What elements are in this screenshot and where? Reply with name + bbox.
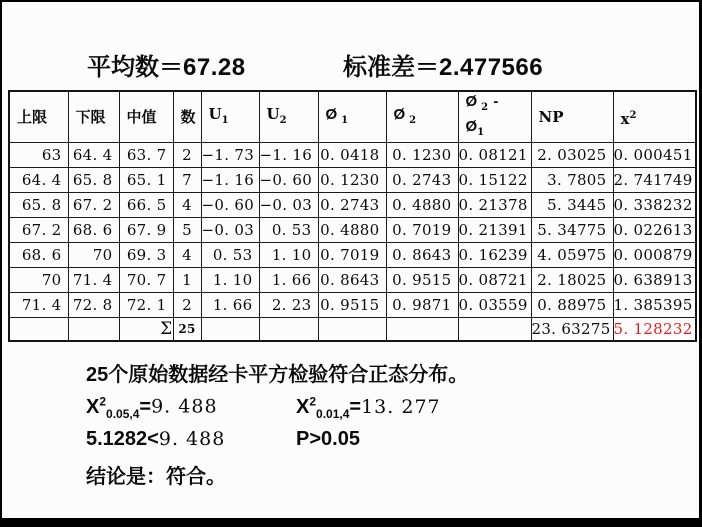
table-cell: 5	[173, 218, 201, 243]
table-cell	[386, 318, 458, 341]
table-cell	[259, 318, 318, 341]
phi2-label: Ø	[393, 105, 406, 123]
table-cell: 0. 9515	[318, 293, 386, 318]
table-cell: 2	[173, 293, 201, 318]
table-row	[9, 143, 696, 168]
col-header-u2	[259, 91, 318, 143]
table-cell: 3. 7805	[531, 168, 613, 193]
table-body	[9, 143, 696, 341]
table-row	[9, 268, 696, 293]
table-cell: 0. 000879	[613, 243, 696, 268]
chi-square-table	[8, 90, 697, 342]
u1-label: U	[208, 104, 222, 123]
table-cell: 63. 7	[119, 143, 173, 168]
table-cell: 0. 9871	[386, 293, 458, 318]
col-header-phi1	[318, 91, 386, 143]
table-cell	[68, 318, 119, 341]
table-cell: 0. 000451	[613, 143, 696, 168]
chi-sup2: 2	[309, 394, 317, 408]
table-cell: 2. 741749	[613, 168, 696, 193]
table-cell: 0. 53	[259, 218, 318, 243]
table-cell: 70	[9, 268, 68, 293]
chi-critical-001-value: 13. 277	[361, 395, 441, 418]
table-cell: 0. 16239	[458, 243, 531, 268]
table-cell: 0. 08721	[458, 268, 531, 293]
table-cell: 0. 53	[201, 243, 259, 268]
chi2-sup: 2	[629, 109, 637, 121]
table-cell: 63	[9, 143, 68, 168]
table-cell: 0. 03559	[458, 293, 531, 318]
table-cell: −1. 16	[201, 168, 259, 193]
mean-value: 67.28	[183, 54, 246, 81]
table-cell: 4	[173, 193, 201, 218]
col-header-midvalue: 中值	[119, 91, 173, 143]
slide	[2, 2, 699, 518]
chi-eq: =	[139, 395, 152, 418]
table-cell: 2. 23	[259, 293, 318, 318]
sum-row	[9, 318, 696, 341]
final-conclusion: 结论是：符合。	[86, 463, 226, 488]
table-cell: 69. 3	[119, 243, 173, 268]
table-cell: 0. 1230	[318, 168, 386, 193]
chi-sub2: 0.01,4	[316, 406, 350, 421]
comparison-value: 9. 488	[158, 427, 226, 450]
col-header-np: NP	[531, 91, 613, 143]
chi-symbol-001	[296, 394, 362, 421]
sd-stat	[343, 47, 543, 82]
table-cell: 67. 2	[9, 218, 68, 243]
table-row	[9, 193, 696, 218]
chi-sup: 2	[99, 394, 107, 408]
table-cell: 0. 0418	[318, 143, 386, 168]
table-cell: −1. 16	[259, 143, 318, 168]
table-cell: −0. 03	[259, 193, 318, 218]
table-cell: −0. 60	[201, 193, 259, 218]
col-header-lower-limit: 下限	[68, 91, 119, 143]
table-row	[9, 293, 696, 318]
u1-sub: 1	[221, 114, 229, 126]
table-cell: 5. 128232	[613, 318, 696, 341]
chi2-label: x	[620, 109, 630, 128]
header-row	[9, 91, 696, 143]
table-cell: 67. 9	[119, 218, 173, 243]
chi-base: X	[86, 395, 100, 418]
col-header-u1	[201, 91, 259, 143]
table-cell: 70	[68, 243, 119, 268]
table-cell: 0. 08121	[458, 143, 531, 168]
conclusion-block	[86, 358, 468, 489]
sd-value: 2.477566	[439, 54, 544, 81]
col-header-phi2	[386, 91, 458, 143]
col-header-phi-diff	[458, 91, 531, 143]
chi-symbol-005	[86, 394, 152, 421]
sd-label: 标准差＝	[343, 52, 439, 81]
table-cell: −0. 03	[201, 218, 259, 243]
conclusion-line2	[86, 394, 468, 421]
table-cell: 64. 4	[9, 168, 68, 193]
chi-critical-005-value: 9. 488	[151, 395, 218, 418]
table-cell: 1. 10	[259, 243, 318, 268]
col-header-upper-limit: 上限	[9, 91, 68, 143]
table-row	[9, 168, 696, 193]
table-cell: 5. 3445	[531, 193, 613, 218]
table-cell: 0. 338232	[613, 193, 696, 218]
table-cell: 71. 4	[68, 268, 119, 293]
table-cell: 64. 4	[68, 143, 119, 168]
table-cell: 4	[173, 243, 201, 268]
table-cell: 2. 18025	[531, 268, 613, 293]
p-statement: P>0.05	[296, 427, 360, 450]
table-cell: 67. 2	[68, 193, 119, 218]
conclusion-line3	[86, 428, 468, 451]
mean-stat	[87, 47, 246, 82]
table-cell: 0. 7019	[386, 218, 458, 243]
table-cell: 0. 638913	[613, 268, 696, 293]
phi2-sub: 2	[409, 114, 417, 126]
table-cell: 0. 1230	[386, 143, 458, 168]
table-cell: 25	[173, 318, 201, 341]
table-cell: 0. 15122	[458, 168, 531, 193]
table-cell: 2. 03025	[531, 143, 613, 168]
u2-sub: 2	[279, 114, 287, 126]
table-cell: 0. 21378	[458, 193, 531, 218]
chi-critical-005	[86, 394, 296, 421]
table-cell	[9, 318, 68, 341]
table-row	[9, 243, 696, 268]
sample-count: 25	[86, 364, 109, 386]
table-cell: 68. 6	[9, 243, 68, 268]
table-cell: 65. 1	[119, 168, 173, 193]
table-cell: 7	[173, 168, 201, 193]
mean-label: 平均数＝	[87, 52, 183, 81]
table-cell: 68. 6	[68, 218, 119, 243]
table-cell: 0. 8643	[386, 243, 458, 268]
table-cell: 0. 88975	[531, 293, 613, 318]
table-cell: 1. 66	[259, 268, 318, 293]
table-cell: 66. 5	[119, 193, 173, 218]
conclusion-line1-text: 个原始数据经卡平方检验符合正态分布。	[108, 362, 469, 386]
phi1-sub: 1	[341, 114, 349, 126]
conclusion-line4	[86, 460, 468, 489]
table-cell	[318, 318, 386, 341]
phidiff-sub2: 1	[477, 127, 485, 138]
table-row	[9, 218, 696, 243]
chi-eq2: =	[349, 395, 362, 418]
table-cell	[201, 318, 259, 341]
table-cell: 5. 34775	[531, 218, 613, 243]
table-cell: 0. 2743	[386, 168, 458, 193]
phidiff-sub1: 2	[481, 102, 489, 113]
table-cell: 0. 4880	[386, 193, 458, 218]
table-cell: 72. 8	[68, 293, 119, 318]
table-cell: 70. 7	[119, 268, 173, 293]
chi-sub: 0.05,4	[106, 406, 140, 421]
table-cell: 65. 8	[68, 168, 119, 193]
table-cell: 1. 385395	[613, 293, 696, 318]
table-cell: 0. 21391	[458, 218, 531, 243]
comparison-bold: 5.1282<	[86, 427, 159, 450]
col-header-count: 数	[173, 91, 201, 143]
table-header	[9, 91, 696, 143]
phidiff-label1: Ø	[465, 93, 478, 110]
chi-critical-001	[296, 394, 441, 421]
table-cell: 71. 4	[9, 293, 68, 318]
u2-label: U	[266, 104, 280, 123]
table-cell: 72. 1	[119, 293, 173, 318]
table-cell: 0. 2743	[318, 193, 386, 218]
table-cell: 1. 10	[201, 268, 259, 293]
phidiff-label2: Ø	[465, 118, 478, 135]
table-cell: 23. 63275	[531, 318, 613, 341]
table-cell: −1. 73	[201, 143, 259, 168]
table-cell: 4. 05975	[531, 243, 613, 268]
conclusion-line1	[86, 358, 468, 387]
comparison	[86, 428, 296, 451]
table-cell	[458, 318, 531, 341]
table-cell: 0. 7019	[318, 243, 386, 268]
phidiff-minus: -	[493, 93, 499, 110]
col-header-chi2	[613, 91, 696, 143]
table-cell: 65. 8	[9, 193, 68, 218]
table-cell: 0. 9515	[386, 268, 458, 293]
table-cell: 1	[173, 268, 201, 293]
table-cell: 0. 4880	[318, 218, 386, 243]
chi-base2: X	[296, 395, 310, 418]
table-cell: Σ	[119, 318, 173, 341]
table-cell: 0. 022613	[613, 218, 696, 243]
table-cell: 0. 8643	[318, 268, 386, 293]
table-cell: 1. 66	[201, 293, 259, 318]
table-cell: −0. 60	[259, 168, 318, 193]
table-cell: 2	[173, 143, 201, 168]
phi1-label: Ø	[325, 105, 338, 123]
